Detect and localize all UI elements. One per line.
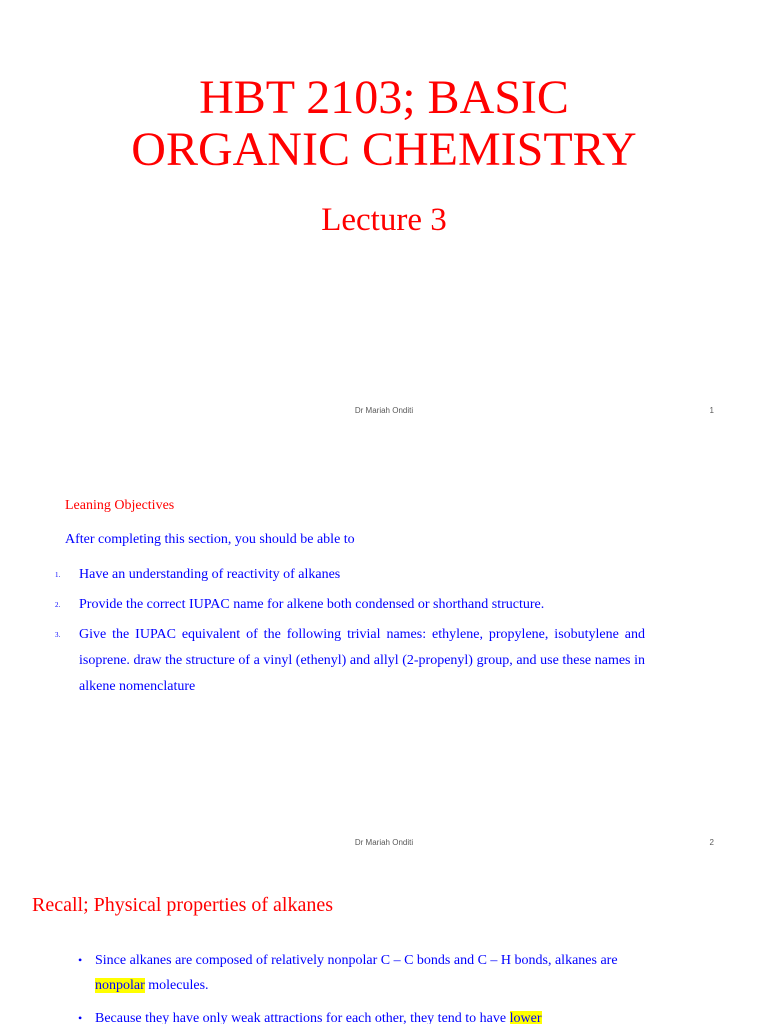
list-item-text: Give the IUPAC equivalent of the following trivial names: ethylene, propylene, isobutylene and isoprene. draw the structure of a vinyl (ethenyl) and allyl (2-propenyl) group, and use these names in alkene nomenclature <box>79 627 645 694</box>
list-item <box>55 622 645 700</box>
bullet-text: Since alkanes are composed of relatively nonpolar C – C bonds and C – H bonds, alkanes are <box>95 953 618 968</box>
footer-author: Dr Mariah Onditi <box>354 406 414 415</box>
objectives-list <box>55 562 645 704</box>
slide-subtitle: Lecture 3 <box>321 202 447 238</box>
slide-3 <box>0 864 768 1024</box>
objectives-heading: Leaning Objectives <box>65 498 175 513</box>
list-number: 2. <box>55 601 61 609</box>
list-item <box>55 562 645 588</box>
highlighted-term: lower <box>509 1011 542 1024</box>
list-item-text: Provide the correct IUPAC name for alkene both condensed or shorthand structure. <box>79 597 545 612</box>
properties-list <box>78 948 638 1024</box>
list-number: 3. <box>55 631 61 639</box>
page-number: 2 <box>709 838 714 847</box>
highlighted-term: nonpolar <box>95 978 145 993</box>
bullet-text: molecules. <box>144 978 209 993</box>
list-item <box>55 592 645 618</box>
list-number: 1. <box>55 571 61 579</box>
bullet-text: Because they have only weak attractions for each other, they tend to have <box>95 1011 510 1024</box>
slide-1 <box>0 0 768 432</box>
recall-heading: Recall; Physical properties of alkanes <box>32 894 334 916</box>
page-number: 1 <box>709 406 714 415</box>
title-line-1: HBT 2103; BASIC <box>199 71 569 124</box>
bullet-icon: • <box>78 1011 83 1024</box>
title-line-2: ORGANIC CHEMISTRY <box>131 123 637 176</box>
bullet-icon: • <box>78 953 83 967</box>
list-item <box>78 1006 638 1024</box>
footer-author: Dr Mariah Onditi <box>354 838 414 847</box>
list-item-text: Have an understanding of reactivity of alkanes <box>79 567 341 582</box>
slide-2 <box>0 432 768 864</box>
list-item <box>78 948 638 998</box>
slide-title <box>0 72 768 176</box>
objectives-intro: After completing this section, you should be able to <box>65 532 355 547</box>
